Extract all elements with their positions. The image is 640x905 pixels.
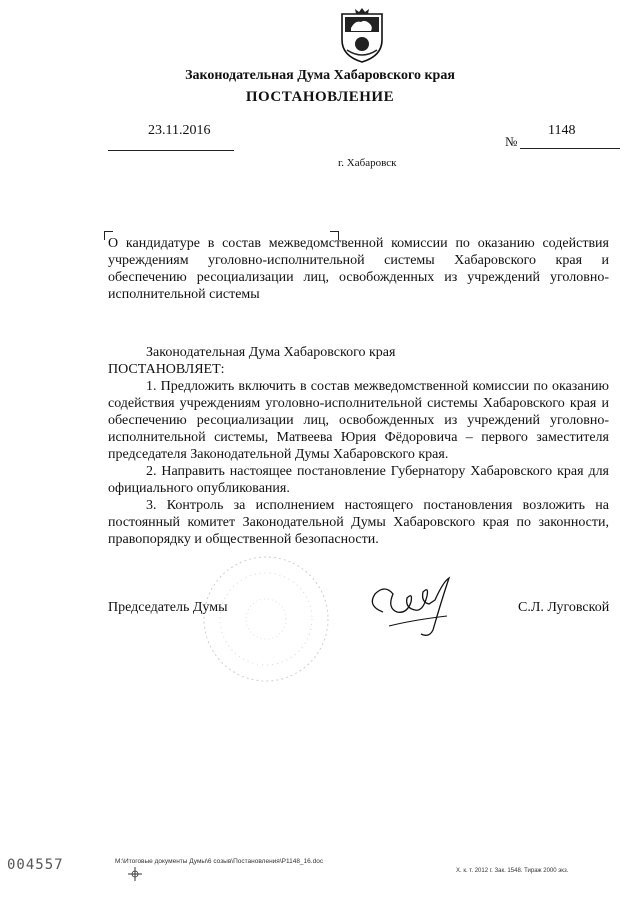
document-subject: О кандидатуре в состав межведомственной комиссии по оказанию содействия учреждениям уголовно-исполнительной системы Хабаровского края и обеспечению ресоциализации лиц, освобожденных из учреждений уголовно-исполнительной системы [108,236,609,302]
document-body [108,344,609,548]
registration-mark-icon [127,866,143,882]
coat-of-arms-emblem [337,6,387,64]
file-path: M:\Итоговые документы Думы\6 созыв\Постановления\P1148_16.doc [115,858,324,865]
decree-word: ПОСТАНОВЛЯЕТ: [108,362,225,377]
faint-seal-stamp [200,553,332,685]
signatory-position: Председатель Думы [108,600,228,615]
handwritten-signature [363,572,459,642]
city: г. Хабаровск [338,157,397,169]
issuer: Законодательная Дума Хабаровского края [146,345,396,360]
organization-title: Законодательная Дума Хабаровского края [185,68,455,83]
number-underline [520,148,620,149]
registration-stamp: 004557 [7,857,64,873]
body-item-3: 3. Контроль за исполнением настоящего постановления возложить на постоянный комитет Законодательной Думы Хабаровского края по законности, правопорядку и общественной безопасности. [108,498,609,547]
document-number: 1148 [548,123,576,138]
signatory-name: С.Л. Луговской [518,600,610,615]
document-type: ПОСТАНОВЛЕНИЕ [245,89,395,105]
document-date: 23.11.2016 [148,123,211,138]
body-item-1: 1. Предложить включить в состав межведомственной комиссии по оказанию содействия учреждениям уголовно-исполнительной системы Хабаровского края и обеспечению ресоциализации лиц, освобожденных из учреждений уголовно-исполнительной системы, Матвеева Юрия Фёдоровича – первого заместителя председателя Законодательной Думы Хабаровского края. [108,379,609,462]
body-item-2: 2. Направить настоящее постановление Губернатору Хабаровского края для официального опубликования. [108,464,609,496]
print-info: Х. к. т. 2012 г. Зак. 1548. Тираж 2000 экз. [456,868,569,874]
date-underline [108,150,234,151]
number-label: № [505,134,518,149]
